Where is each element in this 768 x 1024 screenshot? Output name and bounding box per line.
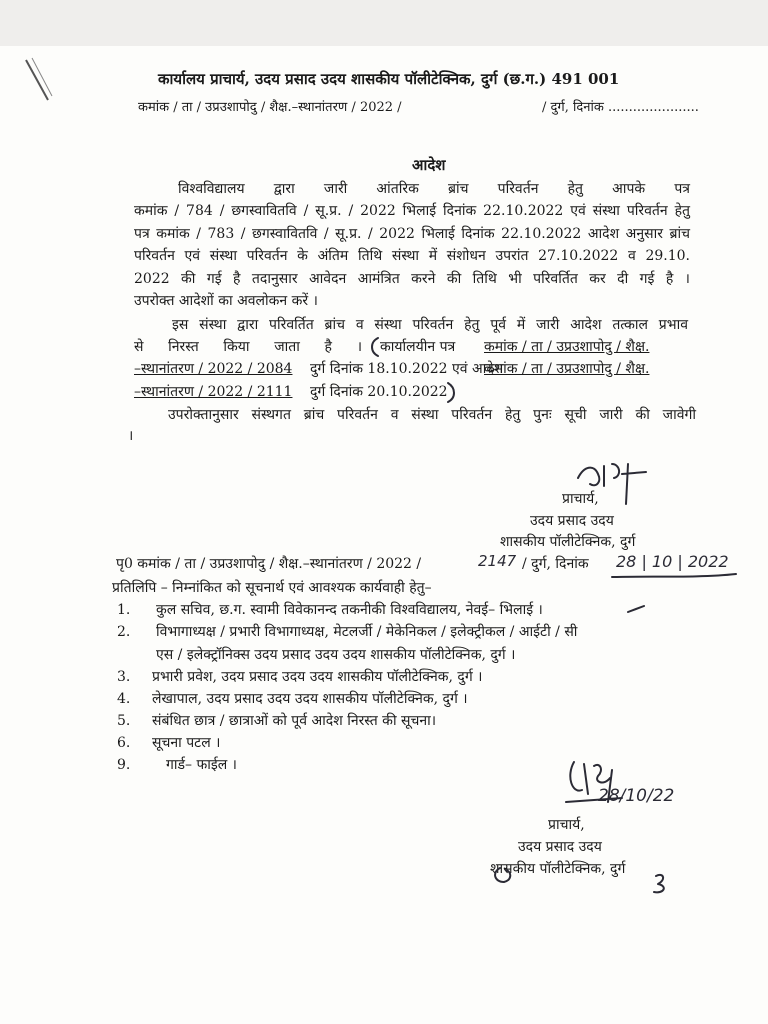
signature2-title: प्राचार्य,	[548, 817, 585, 833]
para2-line-2a: से निरस्त किया जाता है ।	[134, 339, 362, 355]
para2-line-4a: –स्थानांतरण / 2022 / 2111	[134, 384, 293, 400]
item1-mark	[628, 606, 644, 612]
para2-line-3c: कमांक / ता / उप्रउशापोदु / शैक्ष.	[484, 361, 650, 377]
para2-line-3b: दुर्ग दिनांक 18.10.2022 एवं आदेश	[310, 361, 504, 377]
endorsement-reference: पृ0 कमांक / ता / उप्रउशापोदु / शैक्ष.–स्थानांतरण / 2022 /	[116, 556, 422, 572]
list-item-text: विभागाध्यक्ष / प्रभारी विभागाध्यक्ष, मेटलर्जी / मेकेनिकल / इलेक्ट्रीकल / आईटी / सी	[156, 624, 578, 640]
para2-line-2c: कमांक / ता / उप्रउशापोदु / शैक्ष.	[484, 339, 650, 355]
list-item-text: कुल सचिव, छ.ग. स्वामी विवेकानन्द तकनीकी विश्वविद्यालय, नेवई– भिलाई ।	[156, 602, 543, 618]
list-item-text: सूचना पटल ।	[152, 735, 221, 751]
signature2-office: शासकीय पॉलीटेक्निक, दुर्ग	[490, 861, 626, 877]
date-underline-mark	[612, 574, 736, 577]
list-item-number: 6.	[117, 735, 131, 751]
list-item-text: संबंधित छात्र / छात्राओं को पूर्व आदेश निरस्त की सूचना।	[152, 713, 437, 729]
bracket-open-mark	[372, 338, 378, 356]
signature2-name: उदय प्रसाद उदय	[518, 839, 602, 855]
list-item-number: 2.	[117, 624, 131, 640]
para1-line-6: उपरोक्त आदेशों का अवलोकन करें ।	[134, 293, 318, 309]
endorsement-place: / दुर्ग, दिनांक	[522, 556, 589, 572]
list-item-text: प्रभारी प्रवेश, उदय प्रसाद उदय उदय शासकीय पॉलीटेक्निक, दुर्ग ।	[152, 669, 483, 685]
signature1-title: प्राचार्य,	[562, 491, 599, 507]
para2-line-3a: –स्थानांतरण / 2022 / 2084	[134, 361, 293, 377]
list-item-text: लेखापाल, उदय प्रसाद उदय उदय शासकीय पॉलीटेक्निक, दुर्ग ।	[152, 691, 468, 707]
list-item-number: 3.	[117, 669, 131, 685]
list-item-number: 9.	[117, 757, 131, 773]
para1-line-3: पत्र कमांक / 783 / छगस्वावितवि / सू.प्र. / 2022 भिलाई दिनांक 22.10.2022 आदेश अनुसार ब्रांच	[134, 226, 690, 242]
bracket-close-mark	[448, 383, 454, 402]
para3-line-2: ।	[128, 428, 134, 444]
list-item-text: गार्ड– फाईल ।	[166, 757, 237, 773]
list-item-number: 5.	[117, 713, 131, 729]
copy-to-line: प्रतिलिपि – निम्नांकित को सूचनार्थ एवं आवश्यक कार्यवाही हेतु–	[112, 580, 432, 596]
signature2-handwritten-date: 28/10/22	[598, 786, 675, 806]
office-title: कार्यालय प्राचार्य, उदय प्रसाद उदय शासकीय पॉलीटेक्निक, दुर्ग (छ.ग.) 491 001	[158, 70, 620, 88]
para3-line-1: उपरोक्तानुसार संस्थगत ब्रांच परिवर्तन व संस्था परिवर्तन हेतु पुनः सूची जारी की जावेगी	[168, 407, 696, 423]
reference-number: कमांक / ता / उप्रउशापोदु / शैक्ष.–स्थानांतरण / 2022 /	[138, 100, 402, 115]
signature1-office: शासकीय पॉलीटेक्निक, दुर्ग	[500, 534, 636, 550]
initials-mark-2	[654, 875, 664, 892]
para1-line-5: 2022 की गई है तदानुसार आवेदन आमंत्रित करने की तिथि भी परिवर्तित कर दी गई है ।	[134, 271, 690, 287]
para1-line-1: विश्वविद्यालय द्वारा जारी आंतरिक ब्रांच परिवर्तन हेतु आपके पत्र	[178, 181, 690, 197]
para2-line-1: इस संस्था द्वारा परिवर्तित ब्रांच व संस्था परिवर्तन हेतु पूर्व में जारी आदेश तत्काल प्रभाव	[172, 317, 688, 333]
para1-line-2: कमांक / 784 / छगस्वावितवि / सू.प्र. / 2022 भिलाई दिनांक 22.10.2022 एवं संस्था परिवर्तन हेतु	[134, 203, 690, 219]
list-item-number: 4.	[117, 691, 131, 707]
order-heading: आदेश	[412, 156, 446, 174]
list-item-number: 1.	[117, 602, 131, 618]
para2-line-2b: कार्यालयीन पत्र	[380, 339, 456, 355]
list-item-text: एस / इलेक्ट्रॉनिक्स उदय प्रसाद उदय उदय शासकीय पॉलीटेक्निक, दुर्ग ।	[156, 647, 516, 663]
para1-line-4: परिवर्तन एवं संस्था परिवर्तन के अंतिम तिथि संस्था में संशोधन उपरांत 27.10.2022 व 29.10.	[134, 248, 690, 264]
para2-line-4b: दुर्ग दिनांक 20.10.2022	[310, 384, 448, 400]
order-document	[0, 46, 768, 1024]
staple-pin-icon	[0, 0, 80, 120]
signature1-name: उदय प्रसाद उदय	[530, 513, 614, 529]
reference-date: / दुर्ग, दिनांक ......................	[542, 100, 699, 115]
endorsement-date: 28 | 10 | 2022	[616, 552, 729, 571]
endorsement-number: 2147	[478, 552, 517, 570]
